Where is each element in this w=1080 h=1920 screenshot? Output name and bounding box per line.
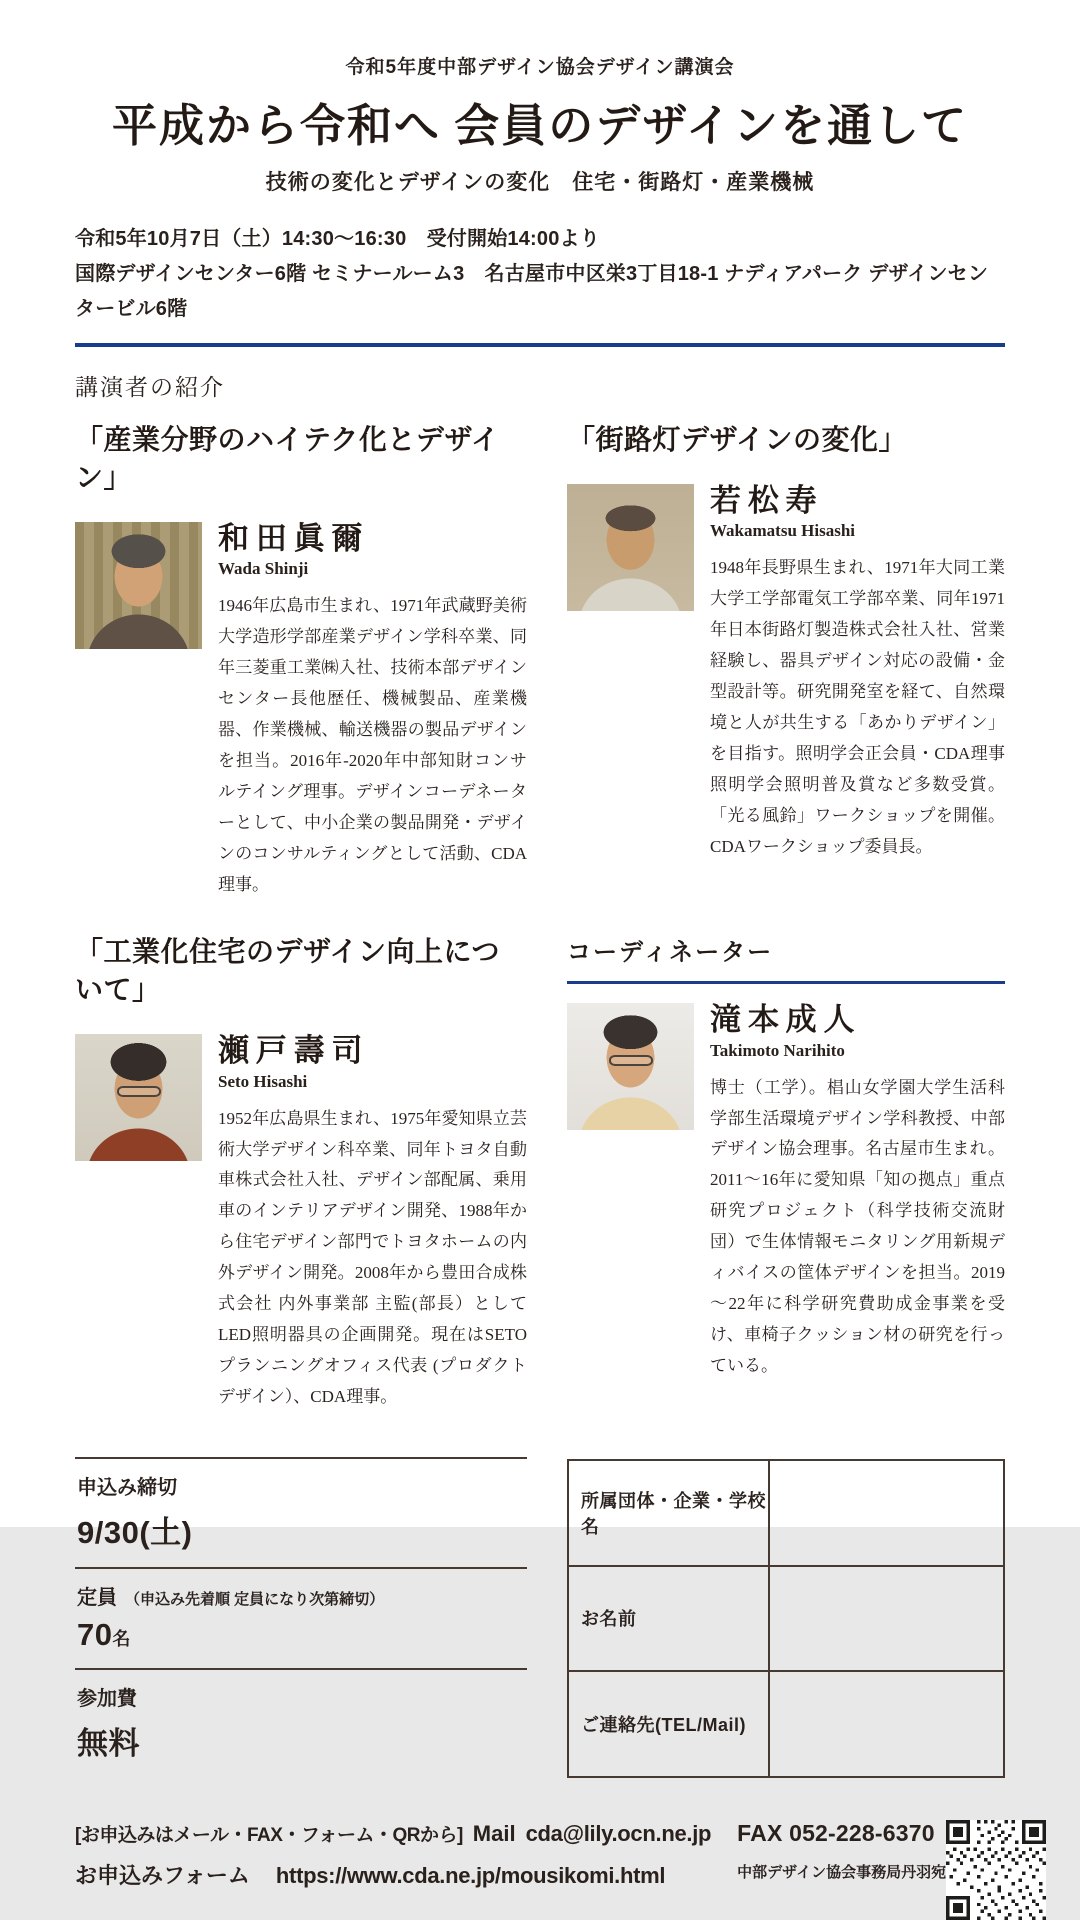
qr-code-image <box>946 1820 1046 1920</box>
speaker-bio: 1952年広島県生まれ、1975年愛知県立芸術大学デザイン科卒業、同年トヨタ自動車株式会社入社、デザイン部配属、乗用車のインテリアデザイン開発、1988年から住宅デザイン部門でトヨタホームの内外デザイン開発。2008年から豊田合成株式会社 内外事業部 主監(部長）としてLED照明器具の企画開発。現在はSETOプランニングオフィス代表 (プロダクトデザイン）、CDA理事。 <box>218 1108 527 1406</box>
footer-fax-block <box>737 1820 946 1882</box>
speaker-romaji: Wakamatsu Hisashi <box>710 521 856 541</box>
speaker-info <box>218 1034 527 1412</box>
form-label-affiliation: 所属団体・企業・学校名 <box>568 1460 769 1566</box>
speaker-block-seto <box>75 934 527 1412</box>
fee-item <box>75 1668 527 1778</box>
speaker-photo-takimoto <box>567 1003 694 1130</box>
capacity-item <box>75 1567 527 1668</box>
event-info <box>75 222 1005 327</box>
capacity-label: 定員 <box>77 1586 117 1609</box>
capacity-number: 70 <box>77 1616 113 1652</box>
speaker-name: 和田眞爾 <box>218 521 370 556</box>
event-datetime: 令和5年10月7日（土）14:30～16:30 受付開始14:00より <box>75 228 600 250</box>
divider-rule <box>75 343 1005 347</box>
footer-contact-block <box>75 1820 711 1890</box>
speaker-row <box>75 1034 527 1412</box>
sub-title: 技術の変化とデザインの変化 住宅・街路灯・産業機械 <box>265 171 815 194</box>
speaker-name: 滝本成人 <box>710 1002 862 1038</box>
series-title: 令和5年度中部デザイン協会デザイン講演会 <box>345 57 735 78</box>
speakers-grid <box>75 422 1022 1413</box>
fax-number: FAX 052-228-6370 <box>737 1819 935 1846</box>
apply-methods-note: [お申込みはメール・FAX・フォーム・QRから] <box>75 1824 463 1846</box>
speakers-section-heading: 講演者の紹介 <box>75 375 225 400</box>
deadline-item <box>75 1457 527 1567</box>
speaker-romaji: Wada Shinji <box>218 559 309 579</box>
talk-title: 「街路灯デザインの変化」 <box>567 425 908 456</box>
speaker-bio: 博士（工学）。椙山女学園大学生活科学部生活環境デザイン学科教授、中部デザイン協会理事。名古屋市生まれ。2011～16年に愛知県「知の拠点」重点研究プロジェクト（科学技術交流財団）で生体情報モニタリング用新規ディバイスの筐体デザインを担当。2019～22年に科学研究費助成金事業を受け、車椅子クッション材の研究を行っている。 <box>710 1077 1005 1375</box>
speaker-info <box>218 522 527 900</box>
speaker-photo-wada <box>75 522 202 649</box>
form-link-label: お申込みフォーム <box>75 1862 250 1888</box>
talk-title: 「工業化住宅のデザイン向上について」 <box>75 937 500 1007</box>
office-note: 中部デザイン協会事務局丹羽宛 <box>737 1863 947 1881</box>
speaker-name: 若松寿 <box>710 483 824 518</box>
fee-value: 無料 <box>77 1725 140 1761</box>
form-label-contact: ご連絡先(TEL/Mail) <box>568 1671 769 1777</box>
deadline-value: 9/30(土) <box>77 1514 193 1550</box>
capacity-note: （申込み先着順 定員になり次第締切） <box>125 1590 385 1608</box>
form-input-cell-contact <box>769 1671 1004 1777</box>
speaker-photo-seto <box>75 1034 202 1161</box>
speaker-block-wakamatsu <box>567 422 1022 900</box>
fee-label: 参加費 <box>77 1687 137 1710</box>
application-form-table <box>567 1459 1005 1778</box>
mail-address: cda@lily.ocn.ne.jp <box>525 1820 712 1846</box>
application-section <box>75 1457 1005 1778</box>
speaker-bio: 1948年長野県生まれ、1971年大同工業大学工学部電気工学部卒業、同年1971年日本街路灯製造株式会社入社、営業経験し、器具デザイン対応の設備・金型設計等。研究開発室を経て、自然環境と人が共生する「あかりデザイン」を目指す。照明学会正会員・CDA理事 照明学会照明普及賞など多数受賞。「光る風鈴」ワークショップを開催。CDAワークショップ委員長。 <box>710 558 1022 856</box>
talk-title: 「産業分野のハイテク化とデザイン」 <box>75 425 500 494</box>
table-row <box>568 1460 1004 1566</box>
speaker-block-wada <box>75 422 527 900</box>
capacity-value <box>77 1617 525 1653</box>
speaker-row <box>75 522 527 900</box>
event-venue: 国際デザインセンター6階 セミナールーム3 名古屋市中区栄3丁目18-1 ナディアパーク デザインセンタービル6階 <box>75 263 989 320</box>
capacity-label-row <box>77 1581 525 1610</box>
footer <box>75 1820 1005 1920</box>
page-title: 平成から令和へ 会員のデザインを通して <box>111 101 969 151</box>
speaker-photo-wakamatsu <box>567 484 694 611</box>
form-label-name: お名前 <box>568 1566 769 1672</box>
table-row <box>568 1566 1004 1672</box>
coordinator-heading: コーディネーター <box>567 938 1005 984</box>
capacity-unit: 名 <box>112 1628 131 1649</box>
speaker-row <box>567 1003 1005 1381</box>
form-url: https://www.cda.ne.jp/mousikomi.html <box>275 1862 666 1888</box>
table-row <box>568 1671 1004 1777</box>
speaker-bio: 1946年広島市生まれ、1971年武蔵野美術大学造形学部産業デザイン学科卒業、同年三菱重工業㈱入社、技術本部デザインセンター長他歴任、機械製品、産業機器、作業機械、輸送機器の製品デザインを担当。2016年-2020年中部知財コンサルテイング理事。デザインコーデネーターとして、中小企業の製品開発・デザインのコンサルティングとして活動、CDA理事。 <box>218 596 527 894</box>
speaker-romaji: Seto Hisashi <box>218 1071 308 1091</box>
application-info-list <box>75 1457 527 1778</box>
mail-label: Mail <box>472 1820 516 1846</box>
coordinator-block-takimoto <box>567 934 1005 1412</box>
speaker-name: 瀬戸壽司 <box>218 1033 370 1069</box>
speaker-info <box>710 1003 1005 1381</box>
form-input-cell-affiliation <box>769 1460 1004 1566</box>
speaker-romaji: Takimoto Narihito <box>710 1040 845 1060</box>
speaker-row <box>567 483 1022 862</box>
footer-line-mail <box>75 1820 711 1847</box>
speaker-info <box>710 483 1022 862</box>
footer-line-form <box>75 1859 711 1890</box>
deadline-label: 申込み締切 <box>77 1476 177 1499</box>
form-input-cell-name <box>769 1566 1004 1672</box>
